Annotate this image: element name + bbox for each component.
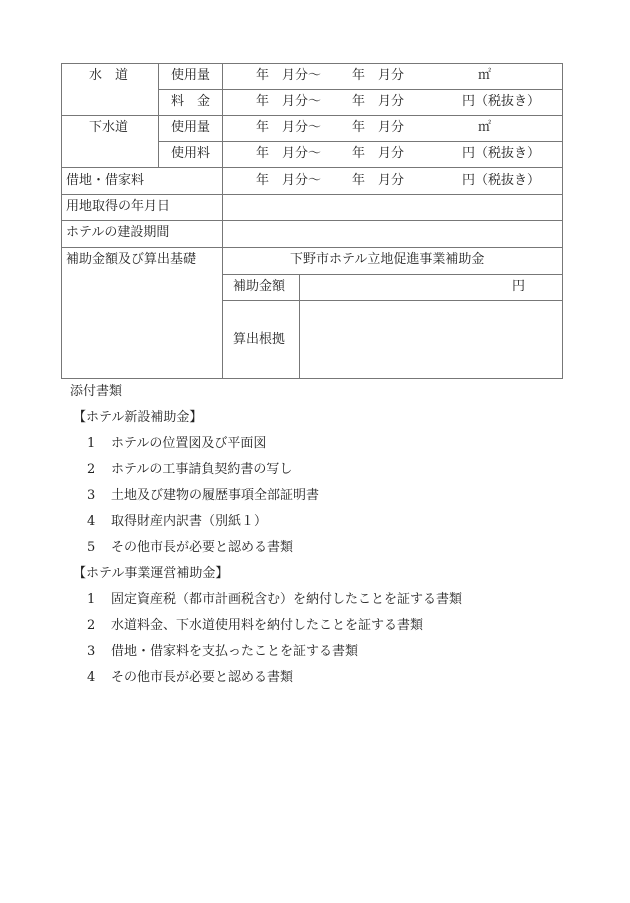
calculation-basis-value[interactable] bbox=[306, 306, 556, 372]
attachment-number: 4 bbox=[87, 514, 96, 529]
subsidy-amount-label: 補助金額 bbox=[233, 279, 286, 294]
group-heading-new-construction: 【ホテル新設補助金】 bbox=[73, 410, 203, 425]
rent-from: 年 月分～ bbox=[256, 173, 322, 188]
attachment-number: 5 bbox=[87, 540, 96, 555]
attachment-item: 取得財産内訳書（別紙１） bbox=[111, 514, 268, 529]
column-divider bbox=[299, 274, 300, 379]
group-heading-operation: 【ホテル事業運営補助金】 bbox=[73, 566, 229, 581]
sewer-usage-to: 年 月分 bbox=[352, 120, 405, 135]
land-acquisition-date-label: 用地取得の年月日 bbox=[66, 199, 171, 214]
sewer-fee-unit: 円（税抜き） bbox=[462, 146, 541, 161]
attachments-title: 添付書類 bbox=[70, 384, 123, 399]
water-fee-unit: 円（税抜き） bbox=[462, 94, 541, 109]
water-usage-to: 年 月分 bbox=[352, 68, 405, 83]
row-divider bbox=[158, 141, 563, 142]
water-usage-unit: ㎡ bbox=[478, 68, 492, 83]
attachment-item: 水道料金、下水道使用料を納付したことを証する書類 bbox=[111, 618, 424, 633]
attachment-number: 1 bbox=[87, 436, 96, 451]
subsidy-amount-unit: 円 bbox=[512, 279, 526, 294]
attachment-number: 4 bbox=[87, 670, 96, 685]
attachment-item: 土地及び建物の履歴事項全部証明書 bbox=[111, 488, 320, 503]
attachment-item: 借地・借家料を支払ったことを証する書類 bbox=[111, 644, 359, 659]
rent-label: 借地・借家料 bbox=[66, 173, 145, 188]
rent-unit: 円（税抜き） bbox=[462, 173, 541, 188]
row-divider bbox=[61, 247, 563, 248]
sewer-label: 下水道 bbox=[89, 120, 129, 135]
row-divider bbox=[61, 220, 563, 221]
attachment-item: その他市長が必要と認める書類 bbox=[111, 670, 294, 685]
row-divider bbox=[158, 89, 563, 90]
row-divider bbox=[61, 115, 563, 116]
attachment-number: 3 bbox=[87, 488, 96, 503]
attachment-number: 3 bbox=[87, 644, 96, 659]
row-divider bbox=[222, 274, 563, 275]
water-usage-from: 年 月分～ bbox=[256, 68, 322, 83]
attachment-item: 固定資産税（都市計画税含む）を納付したことを証する書類 bbox=[111, 592, 463, 607]
land-acquisition-date-value[interactable] bbox=[230, 199, 555, 215]
subsidy-basis-label: 補助金額及び算出基礎 bbox=[66, 252, 197, 267]
attachment-number: 1 bbox=[87, 592, 96, 607]
row-divider bbox=[61, 194, 563, 195]
attachment-item: ホテルの位置図及び平面図 bbox=[111, 436, 267, 451]
construction-period-value[interactable] bbox=[230, 225, 555, 241]
rent-to: 年 月分 bbox=[352, 173, 405, 188]
column-divider bbox=[222, 63, 223, 379]
sewer-fee-label: 使用料 bbox=[171, 146, 211, 161]
row-divider bbox=[222, 300, 563, 301]
attachment-item: ホテルの工事請負契約書の写し bbox=[111, 462, 293, 477]
attachment-number: 2 bbox=[87, 618, 96, 633]
water-fee-label: 料 金 bbox=[171, 94, 211, 109]
row-divider bbox=[61, 167, 563, 168]
subsidy-program-name: 下野市ホテル立地促進事業補助金 bbox=[290, 252, 485, 267]
attachment-number: 2 bbox=[87, 462, 96, 477]
water-label: 水 道 bbox=[89, 68, 129, 83]
sewer-fee-from: 年 月分～ bbox=[256, 146, 322, 161]
sewer-usage-label: 使用量 bbox=[171, 120, 211, 135]
water-fee-to: 年 月分 bbox=[352, 94, 405, 109]
calculation-basis-label: 算出根拠 bbox=[233, 332, 286, 347]
sewer-usage-from: 年 月分～ bbox=[256, 120, 322, 135]
water-usage-label: 使用量 bbox=[171, 68, 211, 83]
sewer-fee-to: 年 月分 bbox=[352, 146, 405, 161]
water-fee-from: 年 月分～ bbox=[256, 94, 322, 109]
construction-period-label: ホテルの建設期間 bbox=[66, 225, 170, 240]
attachment-item: その他市長が必要と認める書類 bbox=[111, 540, 294, 555]
sewer-usage-unit: ㎡ bbox=[478, 120, 492, 135]
column-divider bbox=[158, 63, 159, 167]
